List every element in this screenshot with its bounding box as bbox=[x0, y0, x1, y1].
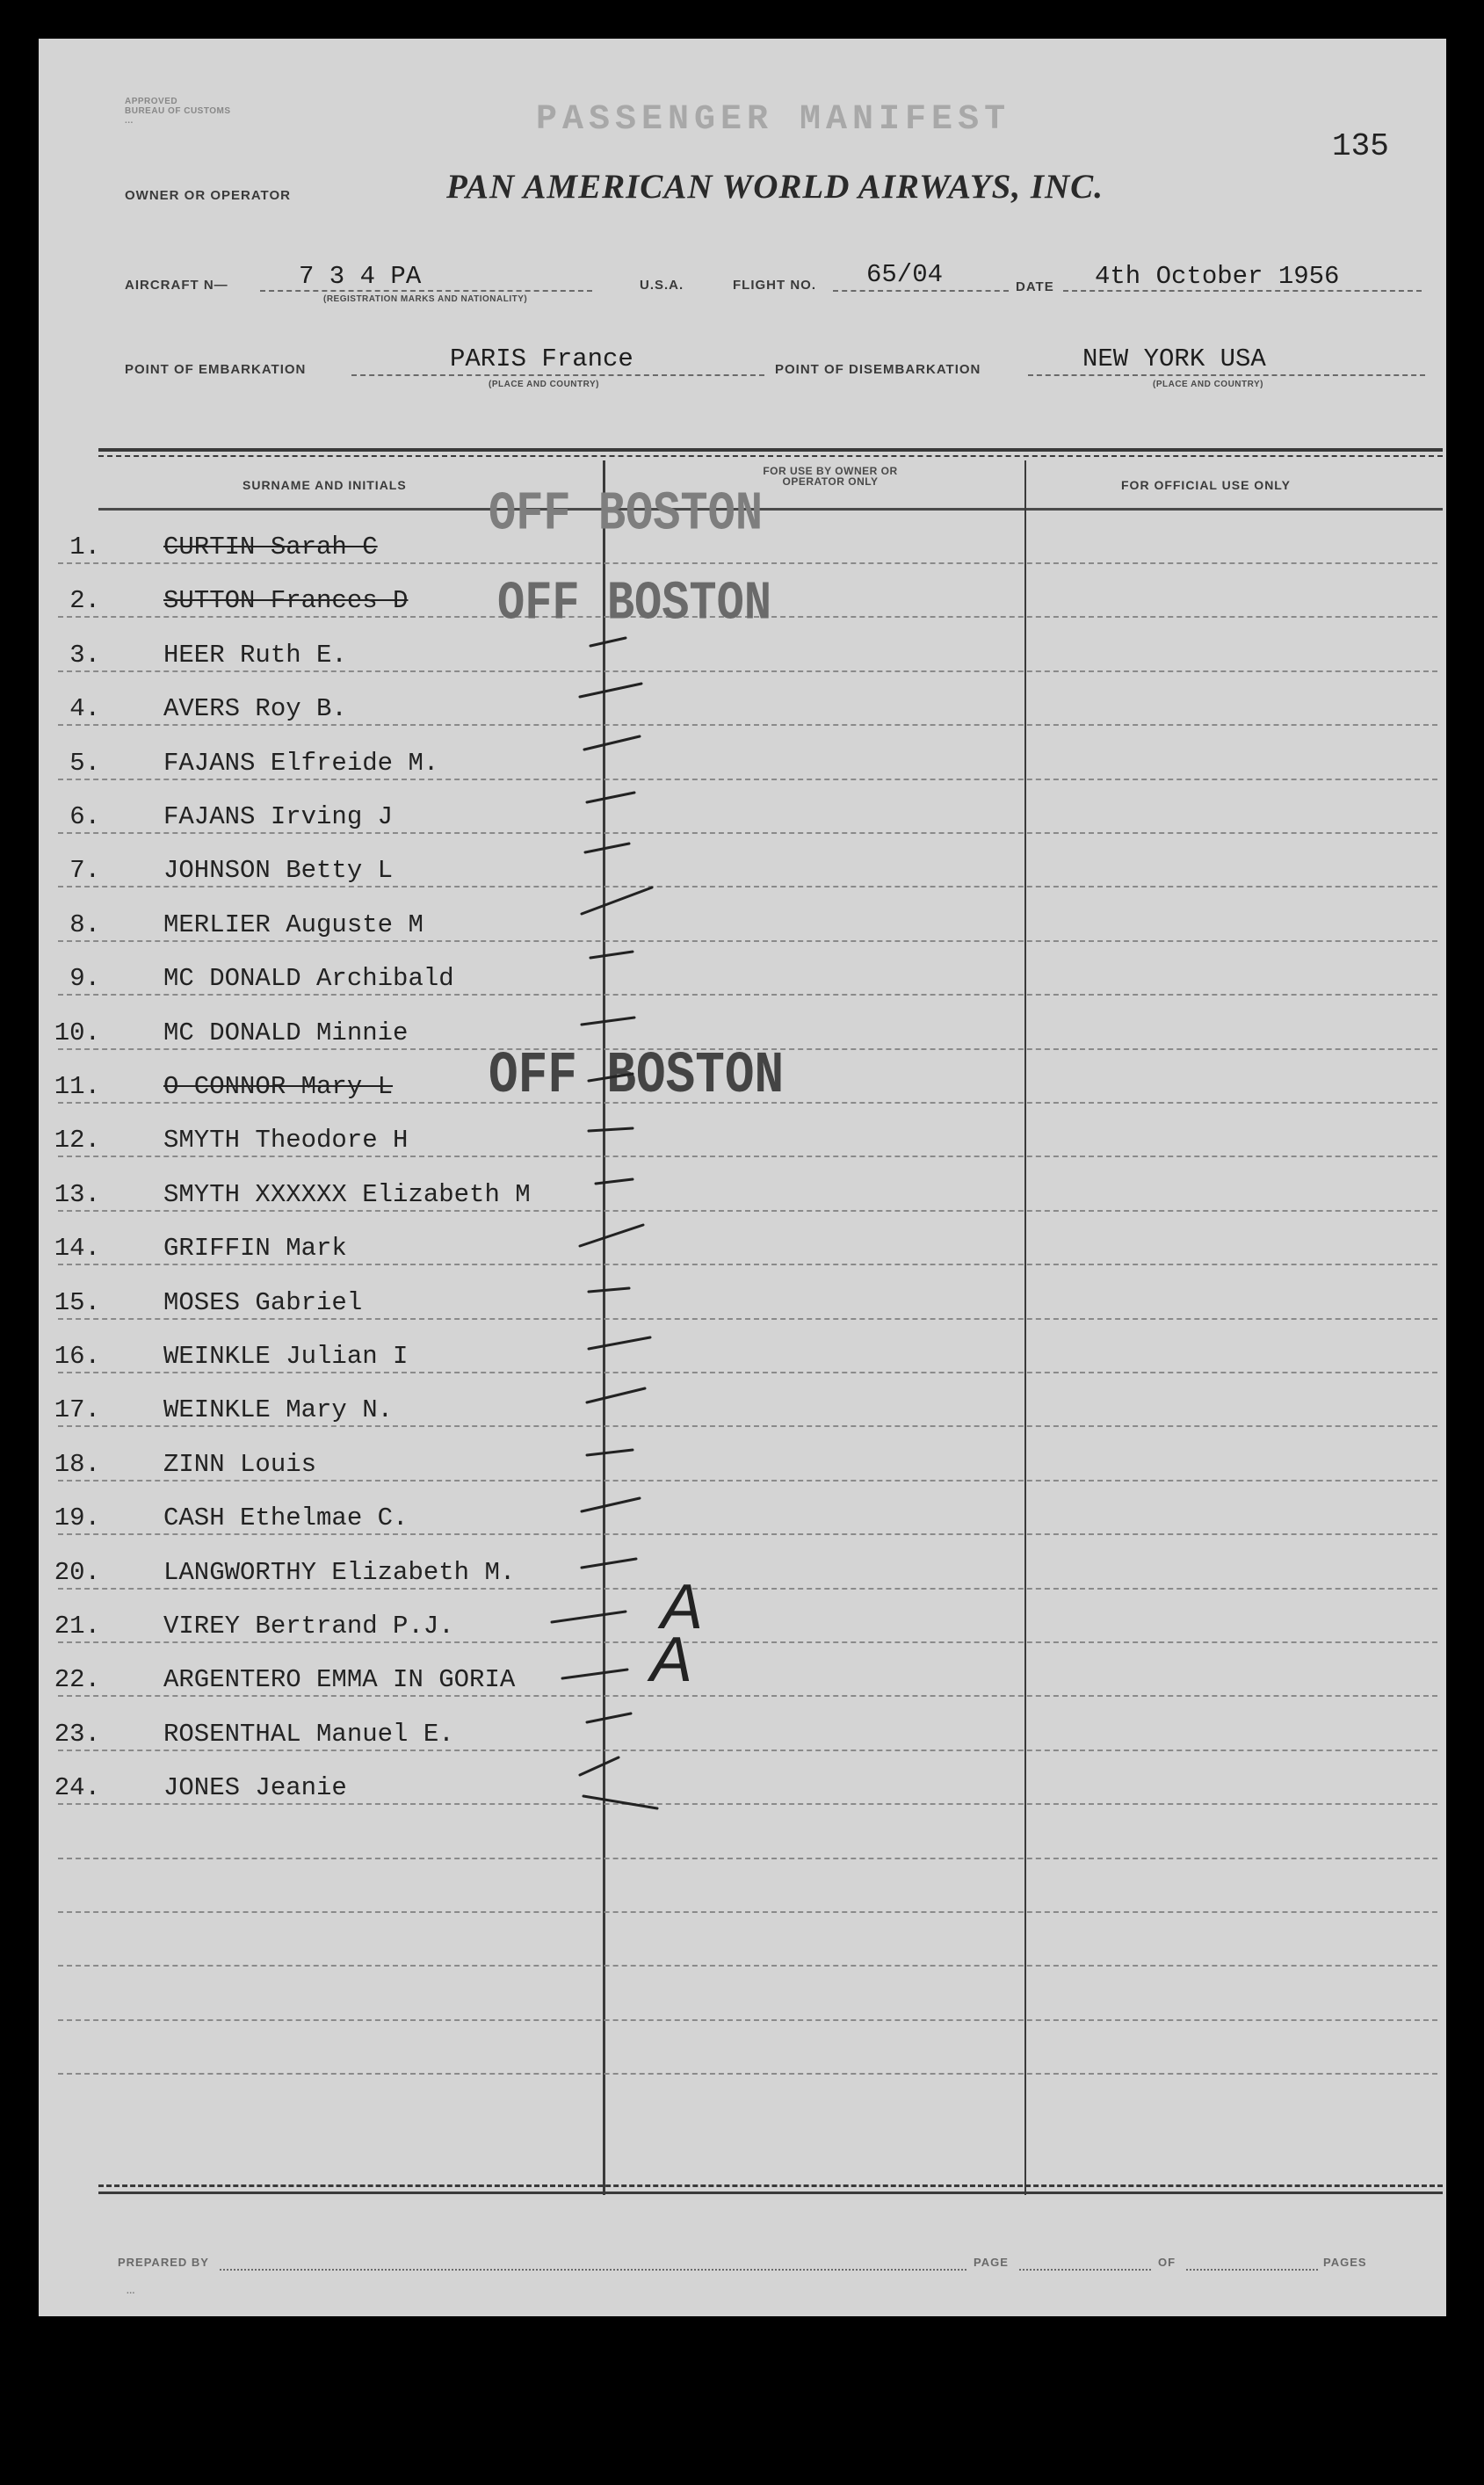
passenger-number: 12. bbox=[54, 1126, 100, 1155]
check-mark bbox=[582, 1498, 640, 1511]
passenger-number: 22. bbox=[54, 1665, 100, 1694]
passenger-number: 9. bbox=[69, 964, 100, 993]
date-label: DATE bbox=[1016, 279, 1054, 294]
passenger-number: 4. bbox=[69, 694, 100, 723]
passenger-name: LANGWORTHY Elizabeth M. bbox=[163, 1558, 516, 1587]
disembarkation-caption: (PLACE AND COUNTRY) bbox=[1153, 380, 1263, 389]
of-label: OF bbox=[1158, 2256, 1176, 2269]
airline-name: PAN AMERICAN WORLD AIRWAYS, INC. bbox=[446, 168, 1104, 206]
passenger-number: 8. bbox=[69, 910, 100, 939]
passenger-number: 1. bbox=[69, 532, 100, 561]
flight-label: FLIGHT NO. bbox=[733, 278, 816, 293]
disembarkation-value: NEW YORK USA bbox=[1082, 344, 1266, 373]
check-mark bbox=[589, 1128, 633, 1131]
check-mark bbox=[582, 888, 652, 914]
passenger-number: 23. bbox=[54, 1720, 100, 1749]
check-mark bbox=[589, 1288, 629, 1292]
embarkation-caption: (PLACE AND COUNTRY) bbox=[489, 380, 599, 389]
check-mark bbox=[582, 1018, 634, 1025]
column-owner-use: FOR USE BY OWNER OR OPERATOR ONLY bbox=[763, 465, 898, 488]
usa-label: U.S.A. bbox=[640, 278, 684, 293]
passenger-name: MOSES Gabriel bbox=[163, 1288, 363, 1317]
off-boston-stamp: OFF BOSTON bbox=[489, 483, 764, 546]
column-official-use: FOR OFFICIAL USE ONLY bbox=[1121, 478, 1291, 492]
passenger-number: 24. bbox=[54, 1773, 100, 1802]
form-code: ... bbox=[127, 2286, 135, 2296]
passenger-number: 15. bbox=[54, 1288, 100, 1317]
check-mark bbox=[590, 952, 633, 958]
passenger-name: GRIFFIN Mark bbox=[163, 1234, 347, 1263]
check-mark bbox=[585, 844, 629, 852]
registration-caption: (REGISTRATION MARKS AND NATIONALITY) bbox=[323, 294, 528, 304]
passenger-name: HEER Ruth E. bbox=[163, 641, 347, 670]
check-mark bbox=[582, 1559, 636, 1568]
passenger-name: JONES Jeanie bbox=[163, 1773, 347, 1802]
passenger-number: 7. bbox=[69, 856, 100, 885]
passenger-number: 3. bbox=[69, 641, 100, 670]
passenger-name: JOHNSON Betty L bbox=[163, 856, 394, 885]
check-mark bbox=[587, 1450, 633, 1455]
off-boston-stamp: OFF BOSTON bbox=[497, 573, 772, 635]
off-boston-stamp: OFF BOSTON bbox=[489, 1041, 785, 1110]
passenger-number: 14. bbox=[54, 1234, 100, 1263]
page-number: 135 bbox=[1332, 128, 1389, 164]
passenger-name: SMYTH Theodore H bbox=[163, 1126, 409, 1155]
passenger-name: ROSENTHAL Manuel E. bbox=[163, 1720, 454, 1749]
table-bottom-rule bbox=[98, 2184, 1443, 2187]
passenger-number: 13. bbox=[54, 1180, 100, 1209]
passenger-name: SUTTON Frances D bbox=[163, 586, 409, 615]
check-mark bbox=[587, 1388, 645, 1402]
check-mark bbox=[562, 1670, 627, 1678]
passenger-number: 5. bbox=[69, 749, 100, 778]
check-mark bbox=[583, 1796, 657, 1808]
passenger-name: MC DONALD Minnie bbox=[163, 1018, 409, 1047]
passenger-name: CASH Ethelmae C. bbox=[163, 1503, 409, 1532]
passenger-number: 16. bbox=[54, 1342, 100, 1371]
form-title: PASSENGER MANIFEST bbox=[536, 100, 1011, 140]
date-value: 4th October 1956 bbox=[1095, 262, 1340, 291]
passenger-name: FAJANS Elfreide M. bbox=[163, 749, 439, 778]
check-mark bbox=[596, 1179, 633, 1184]
check-mark bbox=[589, 1337, 650, 1349]
passenger-number: 10. bbox=[54, 1018, 100, 1047]
passenger-number: 18. bbox=[54, 1450, 100, 1479]
check-mark bbox=[584, 736, 640, 750]
flight-value: 65/04 bbox=[866, 260, 944, 289]
check-mark bbox=[587, 1713, 631, 1722]
aircraft-label: AIRCRAFT N— bbox=[125, 278, 228, 293]
passenger-name: WEINKLE Mary N. bbox=[163, 1395, 394, 1424]
column-surname: SURNAME AND INITIALS bbox=[243, 478, 407, 492]
mark-a: A bbox=[650, 1625, 693, 1695]
passenger-name: O CONNOR Mary L bbox=[163, 1072, 394, 1101]
owner-label: OWNER OR OPERATOR bbox=[125, 188, 291, 203]
passenger-number: 11. bbox=[54, 1072, 100, 1101]
page-label: PAGE bbox=[974, 2256, 1009, 2269]
check-mark bbox=[589, 1074, 633, 1081]
check-mark bbox=[580, 684, 641, 697]
passenger-number: 19. bbox=[54, 1503, 100, 1532]
prepared-by-label: PREPARED BY bbox=[118, 2256, 209, 2269]
disembarkation-label: POINT OF DISEMBARKATION bbox=[775, 362, 981, 377]
passenger-name: AVERS Roy B. bbox=[163, 694, 347, 723]
passenger-number: 17. bbox=[54, 1395, 100, 1424]
passenger-name: FAJANS Irving J bbox=[163, 802, 394, 831]
passenger-name: MERLIER Auguste M bbox=[163, 910, 423, 939]
pages-label: PAGES bbox=[1323, 2256, 1367, 2269]
embarkation-value: PARIS France bbox=[450, 344, 633, 373]
passenger-name: MC DONALD Archibald bbox=[163, 964, 454, 993]
passenger-number: 2. bbox=[69, 586, 100, 615]
passenger-name: CURTIN Sarah C bbox=[163, 532, 378, 561]
embarkation-label: POINT OF EMBARKATION bbox=[125, 362, 307, 377]
approval-stamp: APPROVED BUREAU OF CUSTOMS ... bbox=[125, 97, 231, 126]
check-mark bbox=[552, 1612, 626, 1622]
passenger-name: VIREY Bertrand P.J. bbox=[163, 1612, 454, 1641]
passenger-number: 20. bbox=[54, 1558, 100, 1587]
mark-a: A bbox=[661, 1572, 704, 1642]
check-mark bbox=[590, 638, 626, 646]
check-mark bbox=[580, 1757, 619, 1775]
passenger-name: ZINN Louis bbox=[163, 1450, 317, 1479]
passenger-number: 21. bbox=[54, 1612, 100, 1641]
check-mark bbox=[587, 793, 634, 802]
passenger-name: SMYTH XXXXXX Elizabeth M bbox=[163, 1180, 531, 1209]
passenger-name: ARGENTERO EMMA IN GORIA bbox=[163, 1665, 516, 1694]
passenger-name: WEINKLE Julian I bbox=[163, 1342, 409, 1371]
check-mark bbox=[580, 1225, 643, 1246]
passenger-number: 6. bbox=[69, 802, 100, 831]
aircraft-value: 7 3 4 PA bbox=[299, 262, 422, 291]
